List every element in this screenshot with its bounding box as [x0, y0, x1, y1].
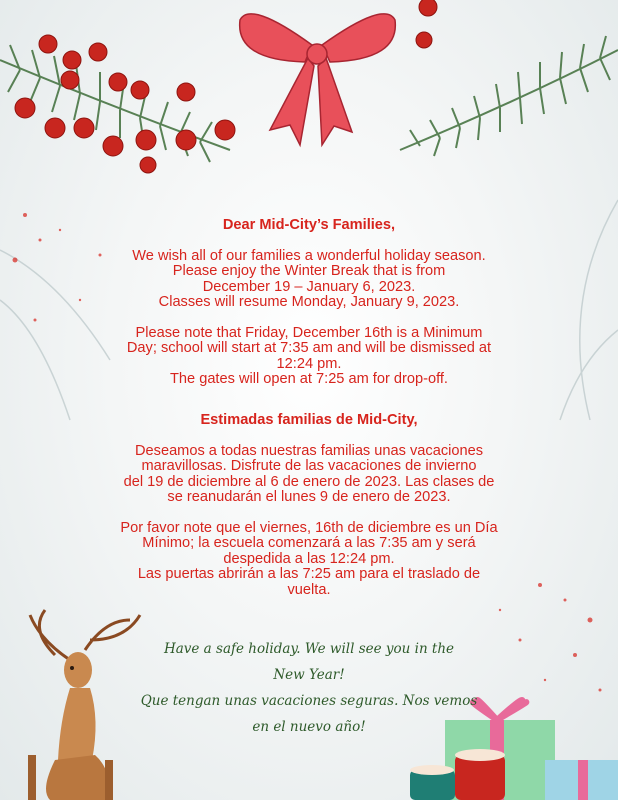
spanish-paragraph-1-line: maravillosas. Disfrute de las vacaciones de invierno: [141, 458, 477, 474]
pine-branch-top-right: [400, 36, 618, 156]
spanish-message: [0, 413, 618, 598]
spanish-paragraph-2-line: vuelta.: [287, 581, 331, 598]
english-paragraph-1-line: We wish all of our families a wonderful holiday season.: [132, 247, 486, 264]
english-paragraph-1-line: Please enjoy the Winter Break that is from: [172, 263, 446, 279]
english-paragraph-2-line: The gates will open at 7:25 am for drop-off.: [170, 371, 448, 387]
english-paragraph-1-line: December 19 – January 6, 2023.: [202, 278, 416, 295]
closing-line: New Year!: [273, 667, 345, 683]
spanish-heading: Estimadas familias de Mid-City,: [200, 412, 418, 428]
closing-line: Que tengan unas vacaciones seguras. Nos vemos: [140, 693, 478, 709]
spanish-paragraph-1-line: del 19 de diciembre al 6 de enero de 2023. Las clases de: [123, 473, 495, 490]
english-message: [0, 218, 618, 388]
spanish-paragraph-2-line: Las puertas abrirán a las 7:25 am para el traslado de: [137, 566, 481, 582]
closing-line: Have a safe holiday. We will see you in the: [163, 641, 455, 657]
spanish-paragraph-1-line: se reanudarán el lunes 9 de enero de 2023.: [167, 489, 451, 505]
closing-line: en el nuevo año!: [252, 719, 366, 735]
closing-message: [0, 636, 618, 740]
spanish-paragraph-2-line: Por favor note que el viernes, 16th de diciembre es un Día: [120, 519, 498, 536]
english-paragraph-1-line: Classes will resume Monday, January 9, 2023.: [158, 294, 460, 310]
spanish-paragraph-1-line: Deseamos a todas nuestras familias unas vacaciones: [135, 442, 483, 459]
red-bow: [240, 14, 396, 145]
spanish-paragraph-2-line: Mínimo; la escuela comenzará a las 7:35 am y será: [142, 535, 476, 551]
english-paragraph-2-line: Please note that Friday, December 16th is a Minimum: [135, 324, 483, 341]
spanish-paragraph-2-line: despedida a las 12:24 pm.: [223, 550, 395, 567]
english-heading: Dear Mid-City’s Families,: [222, 217, 396, 233]
english-paragraph-2-line: 12:24 pm.: [276, 355, 342, 372]
english-paragraph-2-line: Day; school will start at 7:35 am and will be dismissed at: [126, 340, 492, 356]
